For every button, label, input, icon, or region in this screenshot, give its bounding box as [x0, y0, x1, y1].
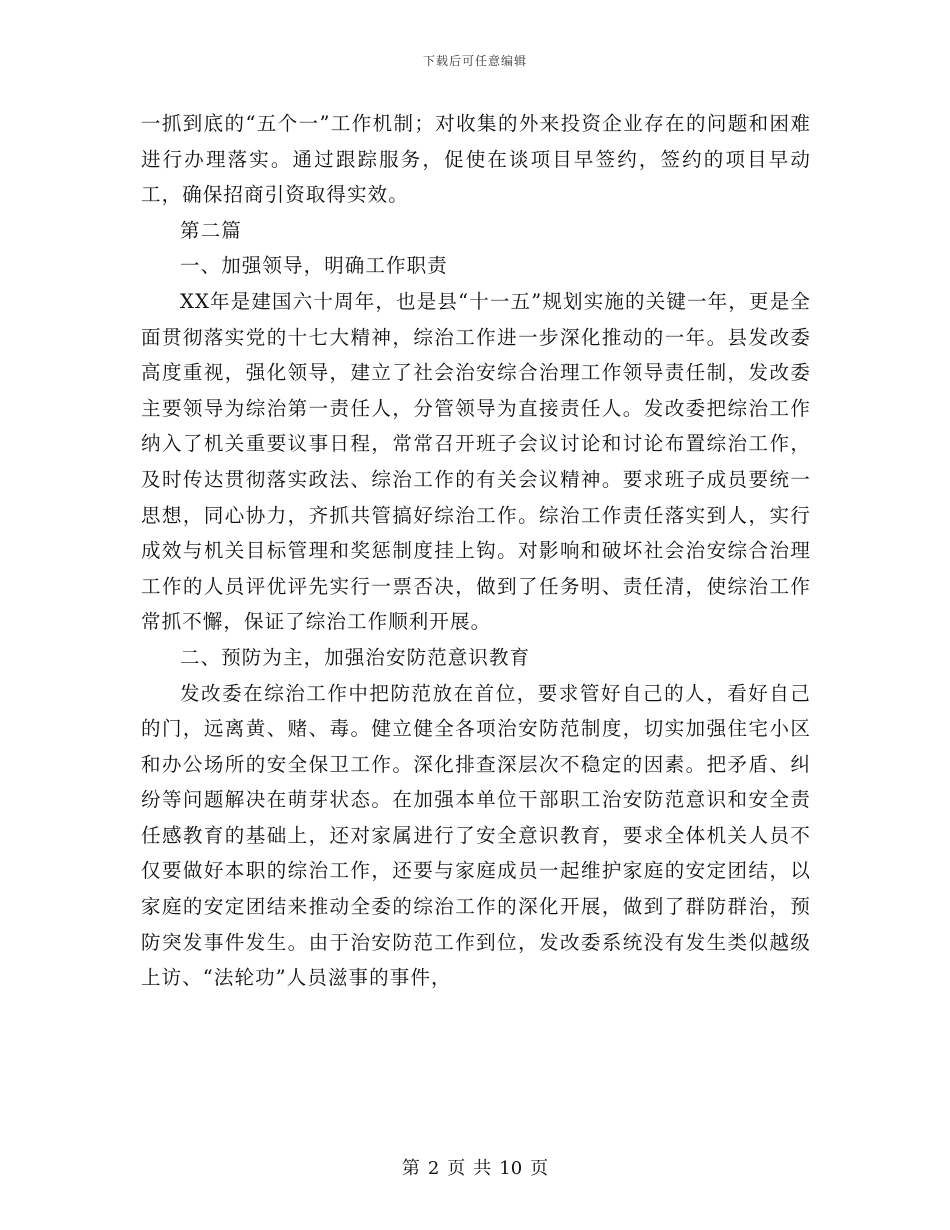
paragraph-continuation: 一抓到底的“五个一”工作机制；对收集的外来投资企业存在的问题和困难进行办理落实。通过跟踪服务，促使在谈项目早签约，签约的项目早动工，确保招商引资取得实效。 — [141, 112, 811, 207]
header-note: 下载后可任意编辑 — [422, 54, 527, 68]
total-suffix: 页 — [530, 1158, 549, 1179]
heading-2: 二、预防为主，加强治安防范意识教育 — [180, 645, 531, 669]
total-pages-number: 10 — [499, 1158, 523, 1179]
paragraph-prevention: 发改委在综治工作中把防范放在首位，要求管好自己的人，看好自己的门，远离黄、赌、毒。健立健全各项治安防范制度，切实加强住宅小区和办公场所的安全保卫工作。深化排查深层次不稳定的因素。把矛盾、纠纷等问题解决在萌芽状态。在加强本单位干部职工治安防范意识和安全责任感教育的基础上，还对家属进行了安全意识教育，要求全体机关人员不仅要做好本职的综治工作，还要与家庭成员一起维护家庭的安定团结，以家庭的安定团结来推动全委的综治工作的深化开展，做到了群防群治，预防突发事件发生。由于治安防范工作到位，发改委系统没有发生类似越级上访、“法轮功”人员滋事的事件， — [141, 681, 811, 990]
current-page-number: 2 — [427, 1158, 440, 1179]
page-prefix: 第 — [401, 1158, 420, 1179]
page-word: 页 — [447, 1158, 466, 1179]
section-title: 第二篇 — [180, 218, 242, 242]
heading-1: 一、加强领导，明确工作职责 — [180, 254, 448, 278]
total-prefix: 共 — [473, 1158, 492, 1179]
page-footer — [0, 1154, 950, 1180]
paragraph-leadership: XX年是建国六十周年，也是县“十一五”规划实施的关键一年，更是全面贯彻落实党的十七大精神，综治工作进一步深化推动的一年。县发改委高度重视，强化领导，建立了社会治安综合治理工作领导责任制，发改委主要领导为综治第一责任人，分管领导为直接责任人。发改委把综治工作纳入了机关重要议事日程，常常召开班子会议讨论和讨论布置综治工作，及时传达贯彻落实政法、综治工作的有关会议精神。要求班子成员要统一思想，同心协力，齐抓共管搞好综治工作。综治工作责任落实到人，实行成效与机关目标管理和奖惩制度挂上钩。对影响和破坏社会治安综合治理工作的人员评优评先实行一票否决，做到了任务明、责任清，使综治工作常抓不懈，保证了综治工作顺利开展。 — [141, 289, 811, 634]
document-body — [141, 106, 811, 996]
